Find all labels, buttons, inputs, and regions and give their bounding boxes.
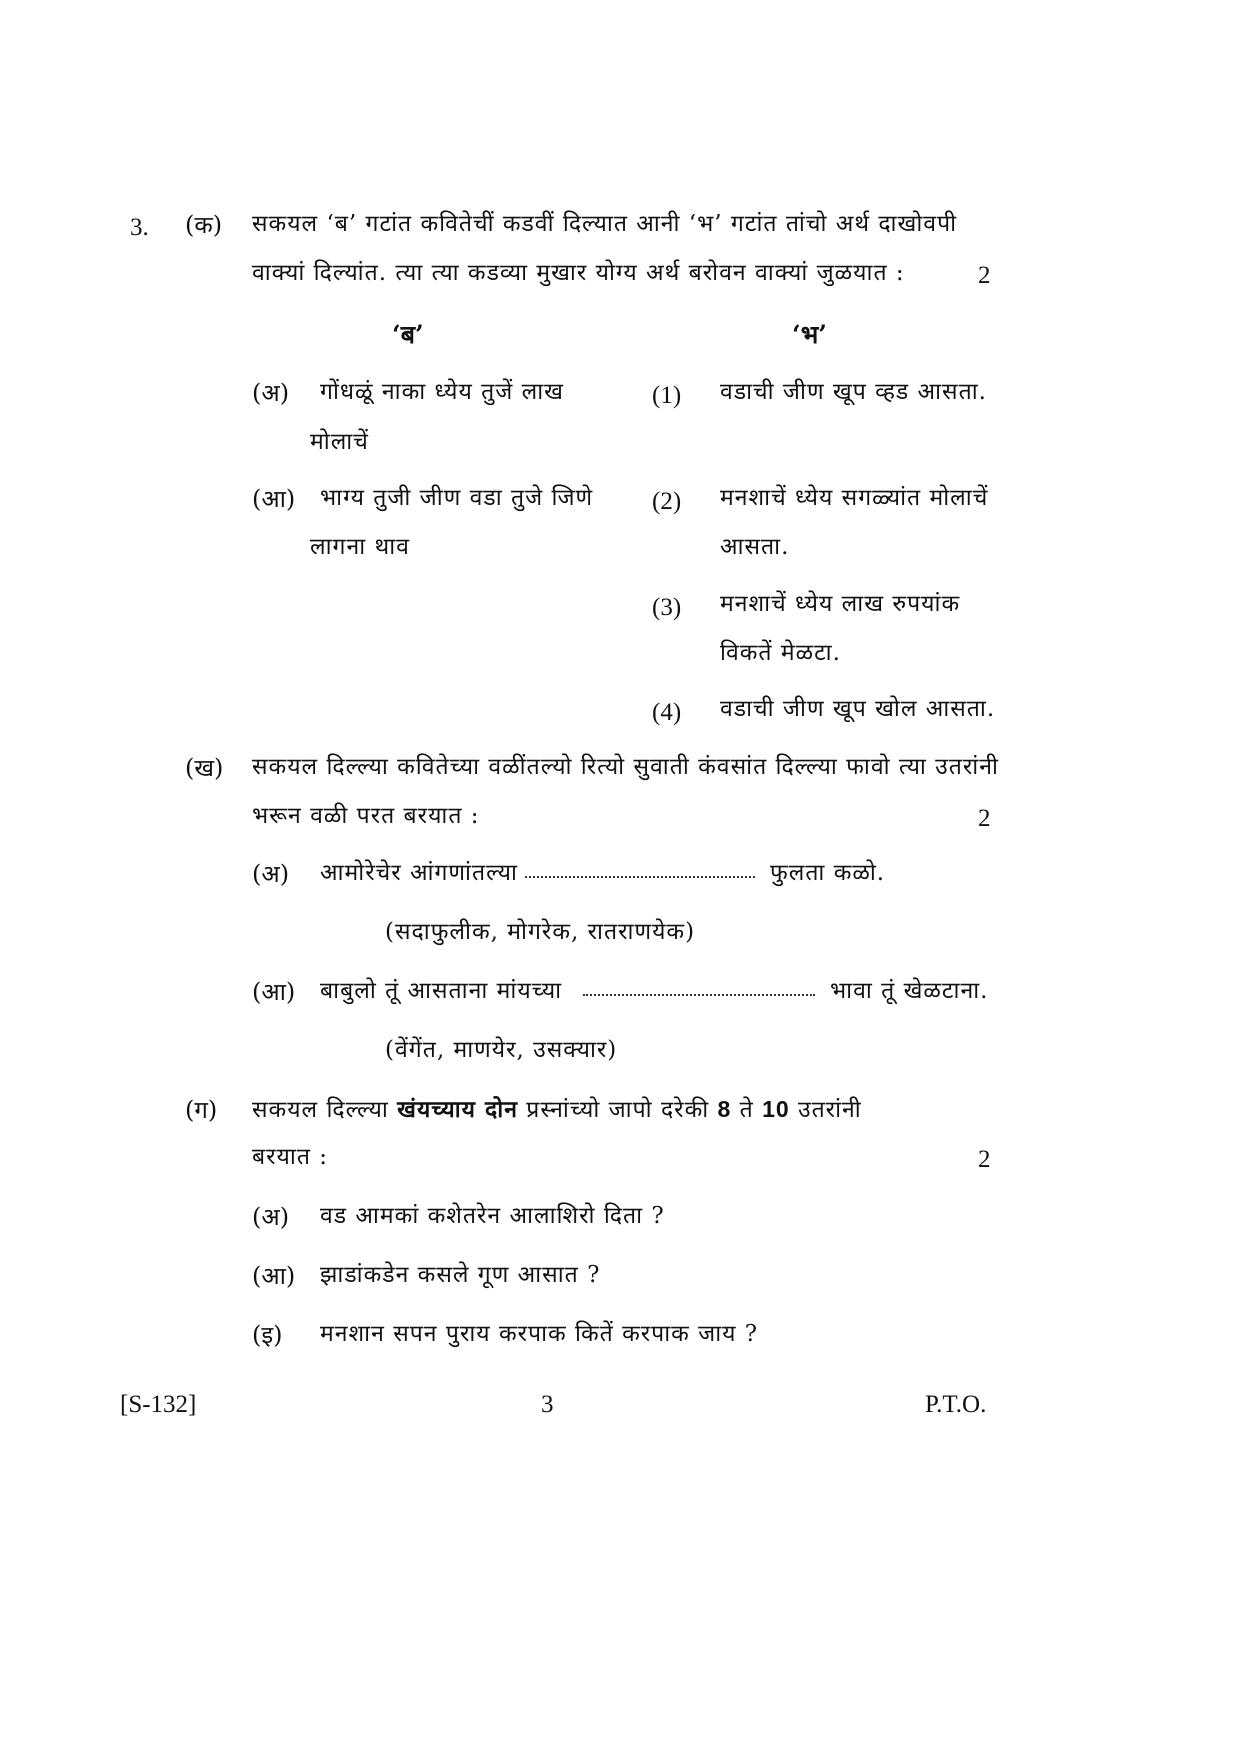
part-g-num-8: 8 xyxy=(717,1096,732,1122)
fill-item-a-label: (अ) xyxy=(252,860,290,888)
fill-item-aa-blank xyxy=(583,976,815,1000)
question-item-i-label: (इ) xyxy=(252,1321,283,1349)
part-kh-instruction-line1: सकयल दिल्ल्या कवितेच्या वळींतल्यो रित्यो सुवाती कंवसांत दिल्ल्या फावो त्या उतरांनी xyxy=(252,754,999,780)
right-item-1-line1: वडाची जीण खूप व्हड आसता. xyxy=(720,379,987,405)
fill-item-aa-options: (वेंगेंत, माणयेर, उसक्यार) xyxy=(385,1037,618,1063)
part-g-instruction-line2: बरयात : xyxy=(252,1144,329,1170)
part-g-instruction-line1 xyxy=(252,1098,862,1122)
left-item-aa-line2: लागना थाव xyxy=(310,534,410,560)
part-g-line1-bold: खंयच्याय दोन xyxy=(397,1096,518,1123)
left-item-a-label: (अ) xyxy=(252,379,290,407)
question-item-a-text: वड आमकां कशेतरेन आलाशिरो दिता ? xyxy=(320,1203,665,1229)
part-g-line1-c: उतरांनी xyxy=(797,1097,862,1123)
part-g-num-10: 10 xyxy=(762,1096,790,1122)
question-item-aa-text: झाडांकडेन कसले गूण आसात ? xyxy=(320,1262,601,1288)
right-item-3-line1: मनशाचें ध्येय लाख रुपयांक xyxy=(720,591,961,617)
part-k-marks: 2 xyxy=(978,262,991,289)
fill-item-aa-label: (आ) xyxy=(252,978,296,1006)
fill-item-a-options: (सदाफुलीक, मोगरेक, रातराणयेक) xyxy=(385,919,696,945)
question-item-a-label: (अ) xyxy=(252,1203,290,1231)
question-item-aa-label: (आ) xyxy=(252,1262,296,1290)
left-item-a-line1: गोंधळूं नाका ध्येय तुजें लाख xyxy=(320,379,564,405)
question-item-i-text: मनशान सपन पुराय करपाक कितें करपाक जाय ? xyxy=(320,1321,759,1347)
part-k-instruction-line2: वाक्यां दिल्यांत. त्या त्या कडव्या मुखार योग्य अर्थ बरोवन वाक्यां जुळयात : xyxy=(252,260,905,286)
part-kh-instruction-line2: भरून वळी परत बरयात : xyxy=(252,803,480,829)
footer-pto: P.T.O. xyxy=(925,1391,987,1418)
right-item-2-number: (2) xyxy=(652,488,682,515)
question-number: 3. xyxy=(130,214,149,241)
right-item-3-line2: विकतें मेळटा. xyxy=(720,640,841,666)
fill-item-a-text-before: आमोरेचेर आंगणांतल्या xyxy=(320,860,518,886)
footer-paper-code: [S-132] xyxy=(120,1391,197,1418)
part-g-marks: 2 xyxy=(978,1146,991,1173)
left-item-aa-line1: भाग्य तुजी जीण वडा तुजे जिणे xyxy=(320,485,594,511)
part-k-label: (क) xyxy=(185,211,223,239)
part-g-line1-b: प्रस्नांच्यो जापो दरेकी xyxy=(526,1097,710,1123)
column-bh-heading: ‘भ’ xyxy=(792,320,827,349)
right-item-2-line1: मनशाचें ध्येय सगळ्यांत मोलाचें xyxy=(720,485,989,511)
right-item-3-number: (3) xyxy=(652,594,682,621)
part-g-te: ते xyxy=(739,1097,754,1123)
footer-page-number: 3 xyxy=(541,1391,554,1418)
column-b-heading: ‘ब’ xyxy=(392,320,424,349)
part-kh-label: (ख) xyxy=(185,754,224,782)
left-item-aa-label: (आ) xyxy=(252,485,296,513)
fill-item-aa-text-before: बाबुलो तूं आसताना मांयच्या xyxy=(320,978,563,1004)
fill-item-a-text-after: फुलता कळो. xyxy=(770,860,886,886)
right-item-1-number: (1) xyxy=(652,382,682,409)
right-item-2-line2: आसता. xyxy=(720,534,790,560)
right-item-4-number: (4) xyxy=(652,699,682,726)
part-g-line1-a: सकयल दिल्ल्या xyxy=(252,1097,389,1123)
fill-item-aa-text-after: भावा तूं खेळटाना. xyxy=(830,978,989,1004)
part-kh-marks: 2 xyxy=(978,805,991,832)
right-item-4-line1: वडाची जीण खूप खोल आसता. xyxy=(720,696,996,722)
fill-item-a-blank xyxy=(525,858,755,882)
left-item-a-line2: मोलाचें xyxy=(310,429,369,455)
part-g-label: (ग) xyxy=(185,1096,218,1124)
part-k-instruction-line1: सकयल ‘ब’ गटांत कवितेचीं कडवीं दिल्यात आनी ‘भ’ गटांत तांचो अर्थ दाखोवपी xyxy=(252,211,958,237)
